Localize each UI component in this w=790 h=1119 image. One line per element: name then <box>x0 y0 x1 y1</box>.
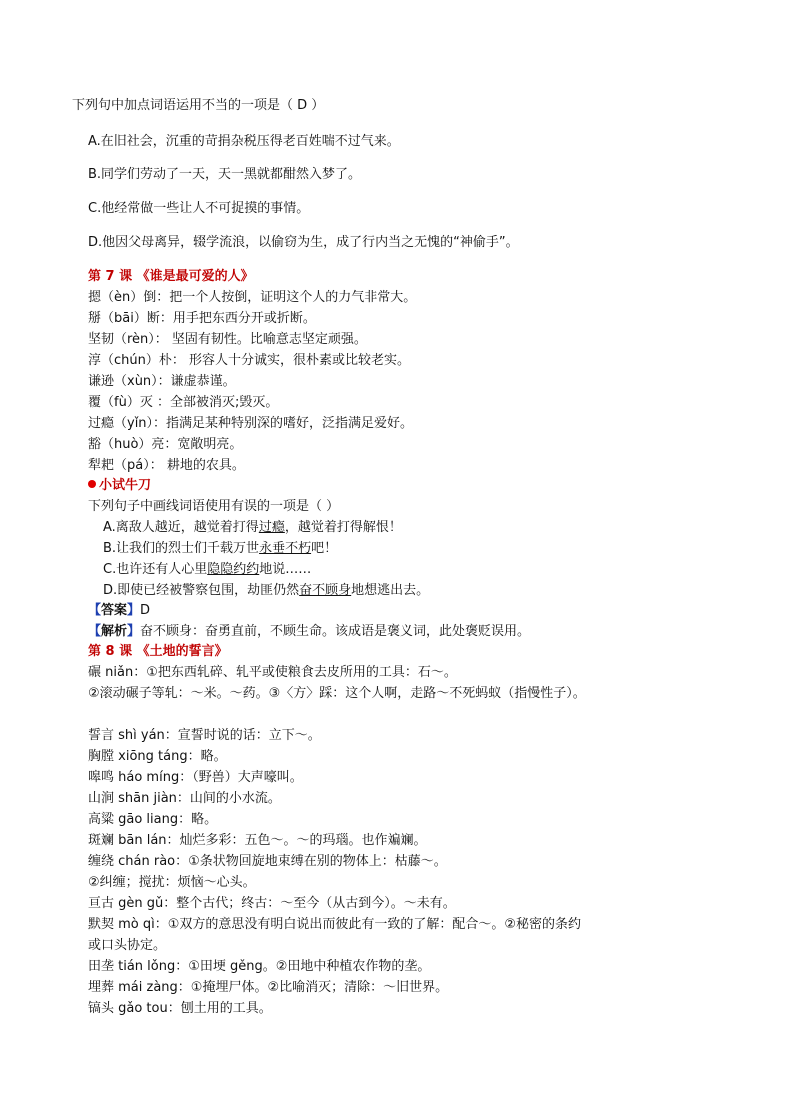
vocab-entry: 犁耙（pá）： 耕地的农具。 <box>88 458 245 473</box>
underlined-word: 奋不顾身 <box>299 583 352 598</box>
vocab-entry: 嗥鸣 háo míng：（野兽）大声嚎叫。 <box>88 770 303 785</box>
vocab-entry: 谦逊（xùn）：谦虚恭谨。 <box>88 374 236 389</box>
vocab-entry: 默契 mò qì：①双方的意思没有明白说出而彼此有一致的了解：配合～。②秘密的条约 <box>88 917 582 932</box>
vocab-entry: 碾 niǎn：①把东西轧碎、轧平或使粮食去皮所用的工具：石～。 <box>88 665 457 680</box>
underlined-word: 隐隐约约 <box>207 562 260 577</box>
underlined-word: 过瘾 <box>258 520 285 535</box>
option-text: 地想逃出去。 <box>351 583 430 598</box>
option-text: D.即使已经被警察包围，劫匪仍然 <box>103 583 300 598</box>
question-stem: 下列句中加点词语运用不当的一项是（ D ） <box>72 98 325 113</box>
vocab-entry: ②滚动碾子等轧：～米。～药。③〈方〉踩：这个人啊，走路～不死蚂蚁（指慢性子）。 <box>88 686 586 701</box>
option-text: ，越觉着打得解恨！ <box>284 520 402 535</box>
answer-line <box>88 602 150 620</box>
practice-title: 小试牛刀 <box>99 478 152 493</box>
vocab-entry: 镐头 gǎo tou：刨土用的工具。 <box>88 1001 272 1016</box>
vocab-entry: 覆（fù）灭 ：全部被消灭;毁灭。 <box>88 395 279 410</box>
option-text: B.让我们的烈士们千载万世 <box>103 541 260 556</box>
vocab-entry: 过瘾（yǐn）：指满足某种特别深的嗜好，泛指满足爱好。 <box>88 416 414 431</box>
option-text: A.离敌人越近，越觉着打得 <box>103 520 259 535</box>
answer-tag: 【答案】 <box>88 603 141 618</box>
lesson-8-title: 第 8 课 《土地的誓言》 <box>88 644 228 659</box>
practice-question-stem: 下列句子中画线词语使用有误的一项是（ ） <box>88 499 340 514</box>
option-a: A.在旧社会，沉重的苛捐杂税压得老百姓喘不过气来。 <box>88 134 400 149</box>
vocab-entry: 豁（huò）亮：宽敞明亮。 <box>88 437 243 452</box>
practice-option-a <box>103 519 402 537</box>
bullet-dot-icon <box>88 480 96 488</box>
analysis-line <box>88 623 530 641</box>
vocab-entry: 亘古 gèn gǔ：整个古代；终古：～至今（从古到今）。～未有。 <box>88 896 456 911</box>
vocab-entry: 高粱 gāo liang：略。 <box>88 812 218 827</box>
vocab-entry: 淳（chún）朴： 形容人十分诚实，很朴素或比较老实。 <box>88 353 410 368</box>
analysis-text: 奋不顾身：奋勇直前，不顾生命。该成语是褒义词，此处褒贬误用。 <box>140 624 531 639</box>
practice-option-c <box>103 561 311 579</box>
vocab-entry: 山涧 shān jiàn：山间的小水流。 <box>88 791 281 806</box>
analysis-tag: 【解析】 <box>88 624 141 639</box>
practice-option-d <box>103 582 429 600</box>
option-text: 地说…… <box>259 562 312 577</box>
vocab-entry: 田垄 tián lǒng：①田埂 gěng。②田地中种植农作物的垄。 <box>88 959 431 974</box>
vocab-entry: 摁（èn）倒：把一个人按倒，证明这个人的力气非常大。 <box>88 290 417 305</box>
lesson-7-title: 第 7 课 《谁是最可爱的人》 <box>88 269 254 284</box>
practice-heading <box>88 477 151 495</box>
practice-option-b <box>103 540 337 558</box>
vocab-entry: 缠绕 chán rào：①条状物回旋地束缚在别的物体上：枯藤～。 <box>88 854 447 869</box>
underlined-word: 永垂不朽 <box>259 541 312 556</box>
vocab-entry: ②纠缠；搅扰：烦恼～心头。 <box>88 875 256 890</box>
vocab-entry: 斑斓 bān lán：灿烂多彩：五色～。～的玛瑙。也作斒斓。 <box>88 833 427 848</box>
option-c: C.他经常做一些让人不可捉摸的事情。 <box>88 201 310 216</box>
option-d: D.他因父母离异，辍学流浪，以偷窃为生，成了行内当之无愧的“神偷手”。 <box>88 235 519 250</box>
vocab-entry: 掰（bāi）断：用手把东西分开或折断。 <box>88 311 316 326</box>
vocab-entry: 胸膛 xiōng táng：略。 <box>88 749 227 764</box>
vocab-entry: 或口头协定。 <box>88 938 167 953</box>
vocab-entry: 坚韧（rèn）： 坚固有韧性。比喻意志坚定顽强。 <box>88 332 367 347</box>
answer-value: D <box>140 603 151 618</box>
option-text: C.也许还有人心里 <box>103 562 208 577</box>
option-b: B.同学们劳动了一天，天一黑就都酣然入梦了。 <box>88 167 362 182</box>
option-text: 吧！ <box>311 541 338 556</box>
vocab-entry: 誓言 shì yán：宣誓时说的话：立下～。 <box>88 728 321 743</box>
vocab-entry: 埋葬 mái zàng：①掩埋尸体。②比喻消灭；清除：～旧世界。 <box>88 980 449 995</box>
